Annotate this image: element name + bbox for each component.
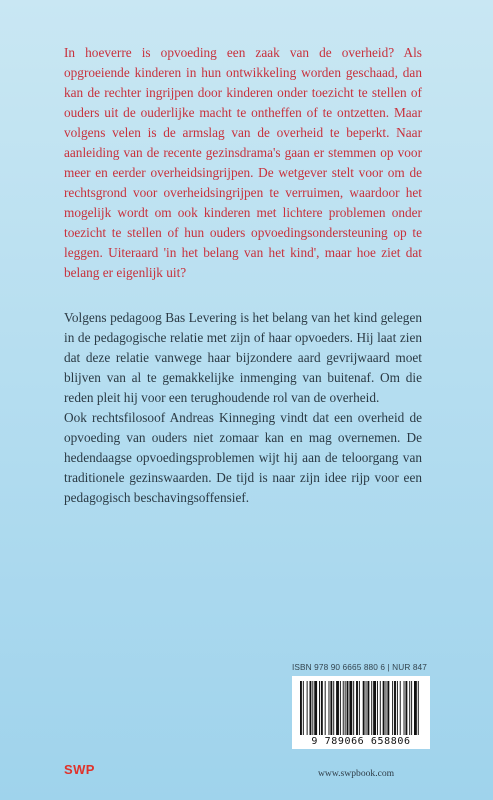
barcode-bar <box>340 681 341 735</box>
publisher-logo: SWP <box>64 762 95 777</box>
barcode-bar <box>353 681 354 735</box>
barcode-bar <box>303 681 304 735</box>
barcode-bar <box>347 681 349 735</box>
barcode-bar <box>380 681 381 735</box>
barcode-bar <box>307 681 308 735</box>
body-paragraph-kinneging: Ook rechtsfilosoof Andreas Kinneging vindt dat een overheid de opvoeding van ouders niet zomaar kan en mag overnemen. De hedendaagse opvoedingsproblemen wijt hij aan de teloorgang van traditionele gezinswaarden. De tijd is naar zijn idee rijp voor een pedagogisch beschavingsoffensief. <box>64 410 422 505</box>
barcode-bar <box>371 681 372 735</box>
barcode-bar <box>387 681 389 735</box>
barcode-bar <box>310 681 312 735</box>
barcode-bar <box>373 681 376 735</box>
barcode-bar <box>383 681 385 735</box>
barcode-bar <box>386 681 387 735</box>
barcode-bar <box>414 681 417 735</box>
barcode-bar <box>314 681 317 735</box>
isbn-line: ISBN 978 90 6665 880 6 | NUR 847 <box>292 662 427 672</box>
barcode-bars <box>292 676 430 736</box>
barcode-bar <box>405 681 407 735</box>
barcode-bar <box>345 681 346 735</box>
barcode-bar <box>321 681 323 735</box>
barcode-bar <box>312 681 313 735</box>
barcode-bar <box>336 681 339 735</box>
barcode-bar <box>409 681 410 735</box>
barcode-bar <box>300 681 302 735</box>
barcode-bar <box>330 681 332 735</box>
barcode-bar <box>397 681 398 735</box>
intro-paragraph: In hoeverre is opvoeding een zaak van de overheid? Als opgroeiende kinderen in hun ontwikkeling worden geschaad, dan kan de rechter ingrijpen door kinderen onder toezicht te stellen of ouders uit de ouderlijke macht te ontheffen of te ontzetten. Maar volgens velen is de armslag van de overheid te beperkt. Naar aanleiding van de recente gezinsdrama's gaan er stemmen op voor meer en eerder overheidsingrijpen. De wetgever stelt voor om de rechtsgrond voor overheidsingrijpen te verruimen, waardoor het mogelijk wordt om ook kinderen met lichtere problemen onder toezicht te stellen of hun ouders opvoedingsondersteuning op te leggen. Uiteraard 'in het belang van het kind', maar hoe ziet dat belang er eigenlijk uit? <box>64 45 422 280</box>
barcode-bar <box>325 681 326 735</box>
barcode-bar <box>319 681 320 735</box>
body-text <box>64 308 422 508</box>
barcode-bar <box>404 681 405 735</box>
barcode-bar <box>411 681 412 735</box>
barcode-bar <box>392 681 393 735</box>
barcode-bar <box>418 681 419 735</box>
barcode-bar <box>343 681 344 735</box>
barcode-bar <box>363 681 365 735</box>
barcode-bar <box>400 681 401 735</box>
barcode <box>292 676 430 749</box>
barcode-bar <box>394 681 396 735</box>
barcode-bar <box>367 681 369 735</box>
barcode-bar <box>356 681 358 735</box>
barcode-bar <box>333 681 334 735</box>
barcode-bar <box>366 681 367 735</box>
barcode-bar <box>359 681 360 735</box>
body-paragraph-levering: Volgens pedagoog Bas Levering is het belang van het kind gelegen in de pedagogische relatie met zijn of haar opvoeders. Hij laat zien dat deze relatie vanwege haar bijzondere aard gevrijwaard moet blijven van al te gemakkelijke inmenging van buitenaf. Om die reden pleit hij voor een terughoudende rol van de overheid. <box>64 310 422 405</box>
publisher-website[interactable]: www.swpbook.com <box>318 768 395 779</box>
barcode-bar <box>377 681 378 735</box>
barcode-digits: 9 789066 658806 <box>311 736 411 747</box>
barcode-bar <box>329 681 330 735</box>
barcode-bar <box>349 681 352 735</box>
